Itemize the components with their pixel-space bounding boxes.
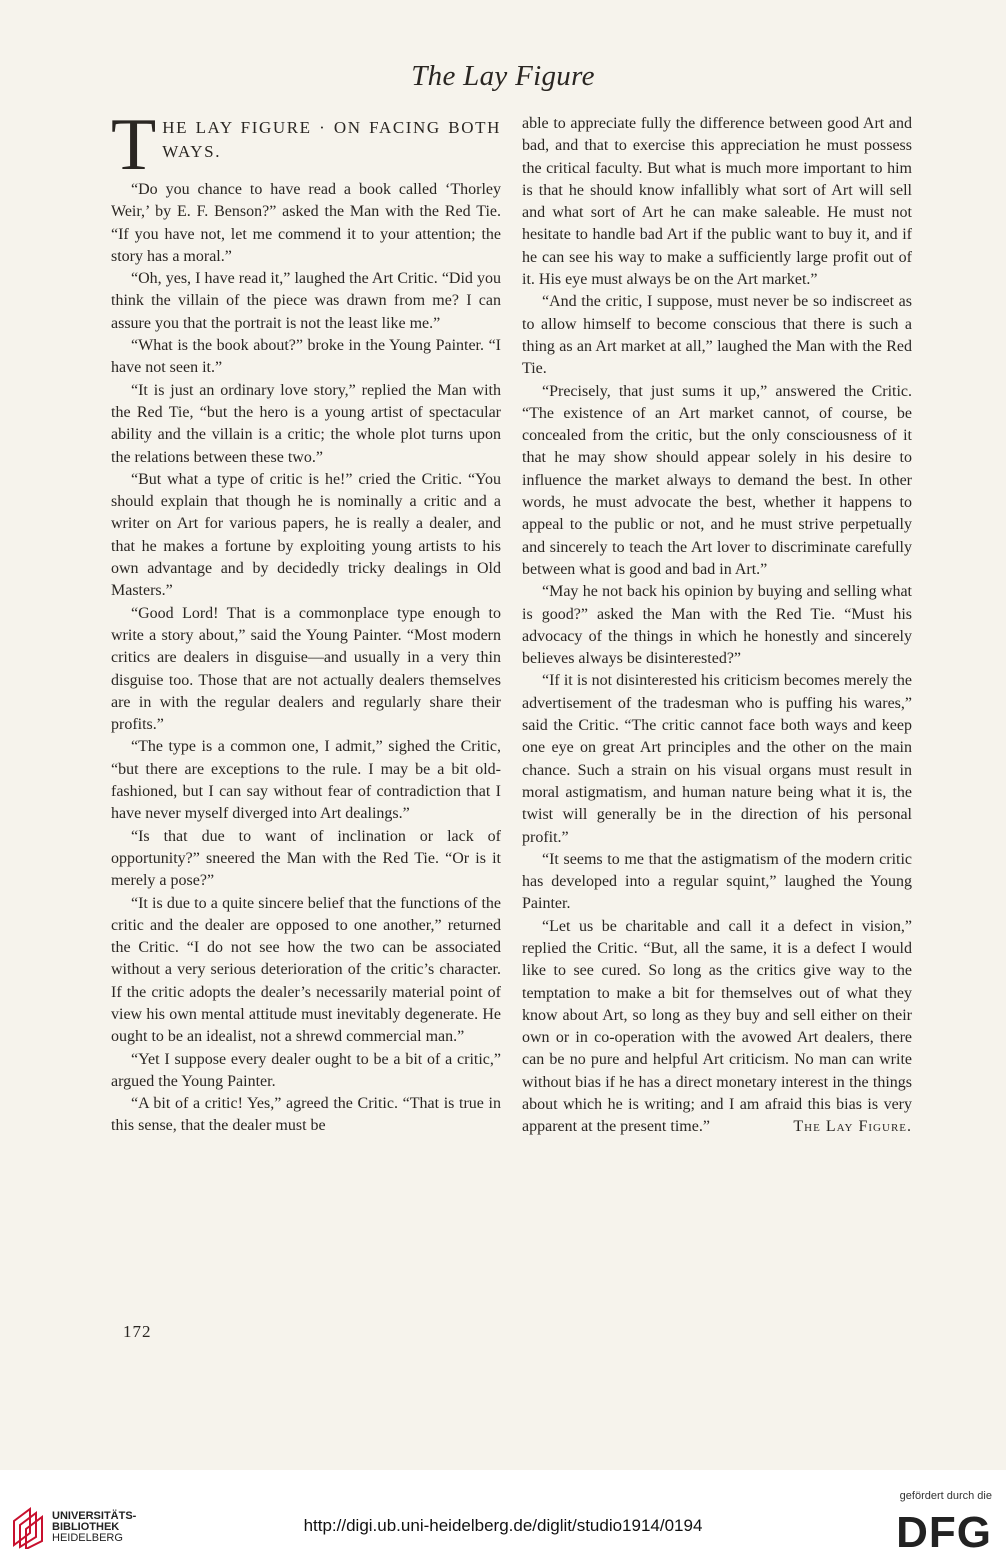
paragraph: “It is just an ordinary love story,” replied the Man with the Red Tie, “but the hero is a young artist of spectacular ability and the villain is a critic; the whole plot turns upon the relations between these two.” xyxy=(111,381,501,466)
paragraph: “If it is not disinterested his criticism becomes merely the advertisement of the tradesman who is puffing his wares,” said the Critic. “The critic cannot face both ways and keep one eye on great Art principles and the other on the main chance. Such a strain on his visual organs must result in moral astigmatism, and human nature being what it is, the twist will generally be in the direction of his personal profit.” xyxy=(522,672,912,846)
paragraph: “Oh, yes, I have read it,” laughed the Art Critic. “Did you think the villain of the piece was drawn from me? I can assure you that the portrait is not the least like me.” xyxy=(111,270,501,332)
page-number: 172 xyxy=(123,1322,152,1341)
paragraph-text: “Let us be charitable and call it a defect in vision,” replied the Critic. “But, all the same, it is a defect I would like to see cured. So long as the critics give way to the temptation to make a bit for themselves out of what they know about Art, so long as they buy and sell either on their own or in co-operation with the avowed Art dealers, there can be no pure and helpful Art criticism. No man can write without bias if he has a direct monetary interest in the things about which he is writing; and I am afraid this bias is very apparent at the present time.” xyxy=(522,917,912,1136)
paragraph-continuation: able to appreciate fully the difference between good Art and bad, and that to exercise this appreciation he must possess the critical faculty. But what is much more important to him is that he should know infallibly what sort of Art will sell and what sort of Art he can make saleable. He must not hesitate to handle bad Art if the public want to buy it, and if he can see his way to make a sufficiently large profit out of it. His eye must always be on the Art market.” xyxy=(522,115,912,289)
paragraph: “It seems to me that the astigmatism of the modern critic has developed into a regular squint,” laughed the Young Painter. xyxy=(522,850,912,913)
funded-by-label: gefördert durch die xyxy=(899,1490,992,1502)
paragraph xyxy=(522,916,912,1139)
paragraph: “A bit of a critic! Yes,” agreed the Critic. “That is true in this sense, that the dealer must be xyxy=(111,1095,501,1135)
paragraph: “May he not back his opinion by buying and selling what is good?” asked the Man with the Red Tie. “Must his advocacy of the things in which he honestly and sincerely believes always be disinterested?” xyxy=(522,583,912,668)
logo-line: UNIVERSITÄTS- xyxy=(52,1509,137,1522)
signature: The Lay Figure. xyxy=(793,1118,912,1136)
paragraph: “Do you chance to have read a book called ‘Thorley Weir,’ by E. F. Benson?” asked the Man with the Red Tie. “If you have not, let me commend it to your attention; the story has a moral.” xyxy=(111,181,501,265)
article-heading-block xyxy=(111,104,501,186)
dfg-logo[interactable]: DFG xyxy=(896,1508,992,1557)
footer-bar xyxy=(0,1470,1006,1559)
source-url-link[interactable]: http://digi.ub.uni-heidelberg.de/diglit/studio1914/0194 xyxy=(303,1516,703,1535)
drop-cap: T xyxy=(111,104,157,186)
paragraph: “The type is a common one, I admit,” sighed the Critic, “but there are exceptions to the rule. I may be a bit old-fashioned, but I can say without fear of contradiction that I have never myself diverged into Art dealings.” xyxy=(111,738,501,823)
left-column xyxy=(111,104,501,1138)
logo-line: HEIDELBERG xyxy=(52,1531,123,1544)
right-column xyxy=(522,113,912,1139)
article-heading: HE LAY FIGURE · ON FACING BOTH WAYS. xyxy=(162,118,501,161)
paragraph: “Yet I suppose every dealer ought to be a bit of a critic,” argued the Young Painter. xyxy=(111,1050,501,1090)
paragraph: “And the critic, I suppose, must never be so indiscreet as to allow himself to become conscious that there is such a thing as an Art market at all,” laughed the Man with the Red Tie. xyxy=(522,293,912,378)
paragraph: “Is that due to want of inclination or lack of opportunity?” sneered the Man with the Red Tie. “Or is it merely a pose?” xyxy=(111,827,501,890)
paragraph: “It is due to a quite sincere belief that the functions of the critic and the dealer are opposed to one another,” returned the Critic. “I do not see how the two can be associated without a very serious deterioration of the critic’s character. If the critic adopts the dealer’s necessarily material point of view his own mental attitude must inevitably degenerate. He ought to be an idealist, not a shrewd commercial man.” xyxy=(111,894,501,1046)
paragraph: “What is the book about?” broke in the Young Painter. “I have not seen it.” xyxy=(111,337,501,377)
paragraph: “Precisely, that just sums it up,” answered the Critic. “The existence of an Art market cannot, of course, be concealed from the critic, but the only consciousness of it that he may show should appear solely in his desire to influence the market always to demand the best. In other words, he must advocate the best, whether it happens to appeal to the public or not, and he must strive perpetually and sincerely to teach the Art lover to discriminate carefully between what is good and bad in Art.” xyxy=(522,382,912,578)
paragraph: “But what a type of critic is he!” cried the Critic. “You should explain that though he is nominally a critic and a writer on Art for various papers, he is really a dealer, and that he makes a fortune by exploiting young artists to his own advantage and by decidedly tricky dealings in Old Masters.” xyxy=(111,470,501,600)
paragraph: “Good Lord! That is a commonplace type enough to write a story about,” said the Young Painter. “Most modern critics are dealers in disguise—and usually in a very thin disguise too. Those that are not actually dealers themselves are in with the regular dealers and regularly share their profits.” xyxy=(111,604,501,734)
page-title: The Lay Figure xyxy=(411,60,595,92)
logo-line: BIBLIOTHEK xyxy=(52,1520,120,1533)
